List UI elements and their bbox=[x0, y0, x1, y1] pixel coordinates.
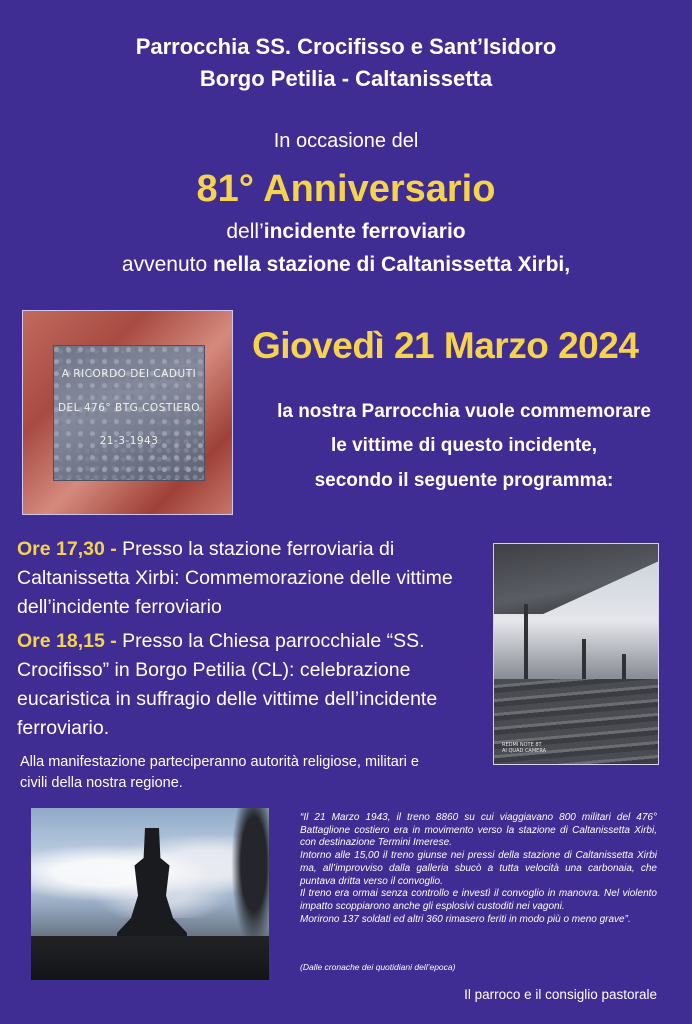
memorial-tree bbox=[231, 808, 269, 948]
anniversary-title: 81° Anniversario bbox=[196, 168, 496, 210]
parish-location: Borgo Petilia - Caltanissetta bbox=[199, 66, 493, 91]
quote-paragraph-2: Intorno alle 15,00 il treno giunse nei pressi della stazione di Caltanissetta Xirbi ma, all’improvviso dalla galleria sbucò a tutta velocità una carbonaia, che puntava dritta verso il convoglio. bbox=[300, 850, 657, 887]
incident-line-1 bbox=[0, 220, 692, 244]
quote-paragraph-4: Morirono 137 soldati ed altri 360 rimasero feriti in modo più o meno grave”. bbox=[300, 913, 631, 925]
train-station-photo bbox=[493, 543, 659, 765]
schedule-time-2: Ore 18,15 - bbox=[17, 630, 117, 652]
schedule-time-1: Ore 17,30 - bbox=[17, 538, 117, 560]
schedule-text-1: Presso la stazione ferroviaria di Caltanissetta Xirbi: Commemorazione delle vittime dell’incidente ferroviario bbox=[17, 538, 453, 618]
plaque-line-1: A RICORDO DEI CADUTI bbox=[61, 368, 197, 380]
plaque-line-3: 21-3-1943 bbox=[99, 435, 159, 447]
camera-watermark: REDMI NOTE 8T AI QUAD CAMERA bbox=[502, 742, 547, 754]
quote-paragraph-1: “Il 21 Marzo 1943, il treno 8860 su cui viaggiavano 800 militari del 476° Battaglione costiero era in movimento verso la stazione di Caltanissetta Xirbi, con destinazione Termini Imerese. bbox=[300, 812, 657, 849]
incident-line-2-bold: nella stazione di Caltanissetta Xirbi, bbox=[212, 253, 571, 276]
commemoration-line-2: le vittime di questo incidente, bbox=[330, 435, 598, 456]
memorial-plaque-photo bbox=[22, 310, 233, 515]
station-canopy bbox=[494, 544, 658, 614]
incident-line-1-prefix: dell’ bbox=[226, 220, 264, 243]
incident-line-2-prefix: avvenuto bbox=[121, 253, 213, 276]
historical-quote bbox=[300, 812, 657, 926]
schedule-item-1 bbox=[17, 535, 477, 622]
commemoration-line-1: la nostra Parrocchia vuole commemorare bbox=[277, 401, 651, 422]
parish-name: Parrocchia SS. Crocifisso e Sant’Isidoro bbox=[135, 34, 557, 59]
plaque-line-2: DEL 476° BTG COSTIERO bbox=[57, 402, 201, 414]
memorial-base bbox=[31, 936, 269, 980]
quote-source: (Dalle cronache dei quotidiani dell’epoca) bbox=[300, 962, 456, 972]
schedule-text-2: Presso la Chiesa parrocchiale “SS. Crocifisso” in Borgo Petilia (CL): celebrazione eucaristica in suffragio delle vittime dell’incidente ferroviario. bbox=[17, 630, 438, 739]
plaque-stone bbox=[53, 345, 205, 481]
intro-text: In occasione del bbox=[273, 130, 419, 152]
event-date: Giovedì 21 Marzo 2024 bbox=[252, 325, 639, 366]
participants-text: Alla manifestazione parteciperanno autorità religiose, militari e civili della nostra regione. bbox=[20, 754, 419, 791]
quote-paragraph-3: Il treno era ormai senza controllo e investì il convoglio in manovra. Nel violento impatto scoppiarono anche gli esplosivi custoditi nei vagoni. bbox=[300, 888, 657, 912]
war-memorial-photo bbox=[31, 808, 269, 980]
incident-line-2 bbox=[0, 253, 692, 277]
schedule-item-2 bbox=[17, 627, 477, 743]
incident-line-1-bold: incidente ferroviario bbox=[263, 220, 466, 243]
signature: Il parroco e il consiglio pastorale bbox=[464, 987, 657, 1002]
commemoration-line-3: secondo il seguente programma: bbox=[314, 470, 614, 491]
